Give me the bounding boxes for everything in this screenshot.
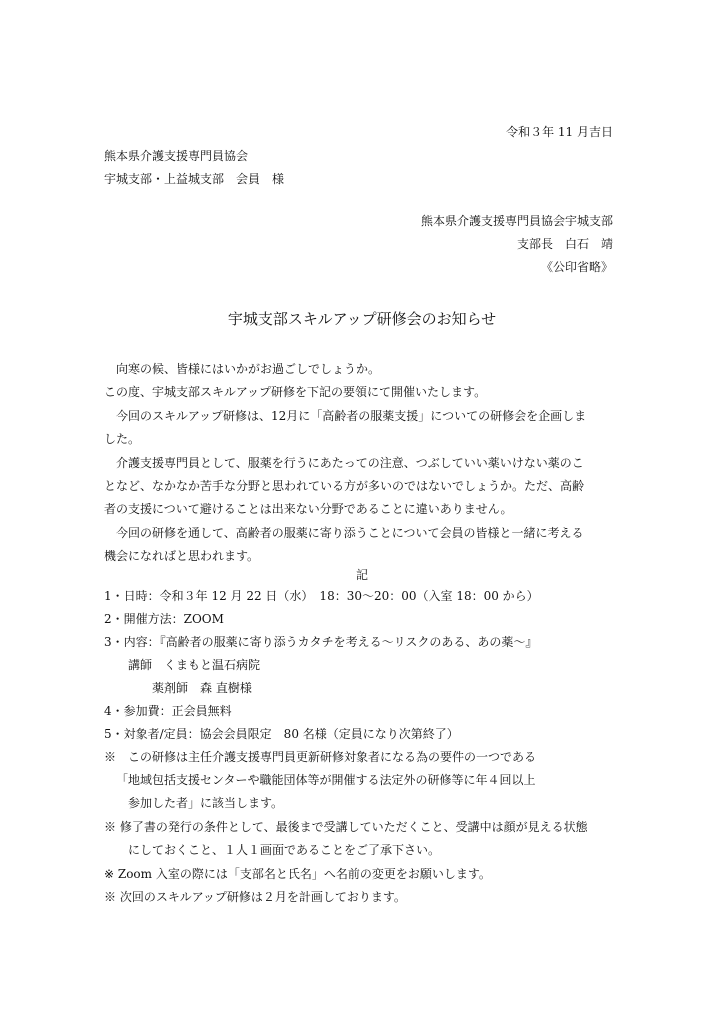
- body-line-7: 者の支援について避けることは出来ない分野であることに違いありません。: [104, 502, 513, 516]
- document-date: 令和３年 11 月吉日: [506, 125, 613, 139]
- note-2-line-2: にしておくこと、１人１画面であることをご了承下さい。: [128, 843, 441, 857]
- item-pharmacist: 薬剤師 森 直樹様: [152, 681, 252, 695]
- note-1-line-1: ※ この研修は主任介護支援専門員更新研修対象者になる為の要件の一つである: [104, 750, 537, 764]
- body-line-6: となど、なかなか苦手な分野と思われている方が多いのではないでしょうか。ただ、高齢: [104, 479, 585, 493]
- body-line-3: 今回のスキルアップ研修は、12月に「高齢者の服薬支援」についての研修会を企画しま: [116, 409, 587, 423]
- note-1-line-2: 「地域包括支援センターや職能団体等が開催する法定外の研修等に年４回以上: [116, 773, 536, 787]
- item-fee: 4・参加費：正会員無料: [104, 704, 232, 718]
- body-line-4: した。: [104, 432, 141, 446]
- note-2-line-1: ※ 修了書の発行の条件として、最後まで受講していただくこと、受講中は顔が見える状態: [104, 820, 588, 834]
- note-1-line-3: 参加した者」に該当します。: [128, 796, 284, 810]
- document-title: 宇城支部スキルアップ研修会のお知らせ: [227, 310, 497, 328]
- recipient-org: 熊本県介護支援専門員協会: [104, 149, 249, 163]
- body-line-1: 向寒の候、皆様にはいかがお過ごしでしょうか。: [116, 362, 381, 376]
- note-3: ※ Zoom 入室の際には「支部名と氏名」へ名前の変更をお願いします。: [104, 867, 491, 881]
- item-content: 3・内容：『高齢者の服薬に寄り添うカタチを考える〜リスクのある、あの薬〜』: [104, 635, 538, 649]
- recipient-members: 宇城支部・上益城支部 会員 様: [104, 172, 285, 186]
- body-line-9: 機会になればと思われます。: [104, 549, 260, 563]
- body-line-8: 今回の研修を通して、高齢者の服薬に寄り添うことについて会員の皆様と一緒に考える: [116, 526, 584, 540]
- item-datetime: 1・日時：令和３年 12 月 22 日（水） 18：30〜20：00（入室 18：00 から）: [104, 589, 539, 603]
- note-4: ※ 次回のスキルアップ研修は２月を計画しております。: [104, 890, 406, 904]
- item-lecturer: 講師 くまもと温石病院: [128, 658, 261, 672]
- ki-heading: 記: [355, 568, 368, 582]
- item-method: 2・開催方法：ZOOM: [104, 612, 224, 626]
- sender-head: 支部長 白石 靖: [516, 237, 613, 251]
- body-line-2: この度、宇城支部スキルアップ研修を下記の要領にて開催いたします。: [104, 385, 487, 399]
- body-line-5: 介護支援専門員として、服薬を行うにあたっての注意、つぶしていい薬いけない薬のこ: [116, 456, 584, 470]
- sender-org: 熊本県介護支援専門員協会宇城支部: [420, 214, 613, 228]
- seal-omitted-note: 《公印省略》: [540, 260, 613, 274]
- item-target: 5・対象者/定員：協会会員限定 80 名様（定員になり次第終了）: [104, 727, 459, 741]
